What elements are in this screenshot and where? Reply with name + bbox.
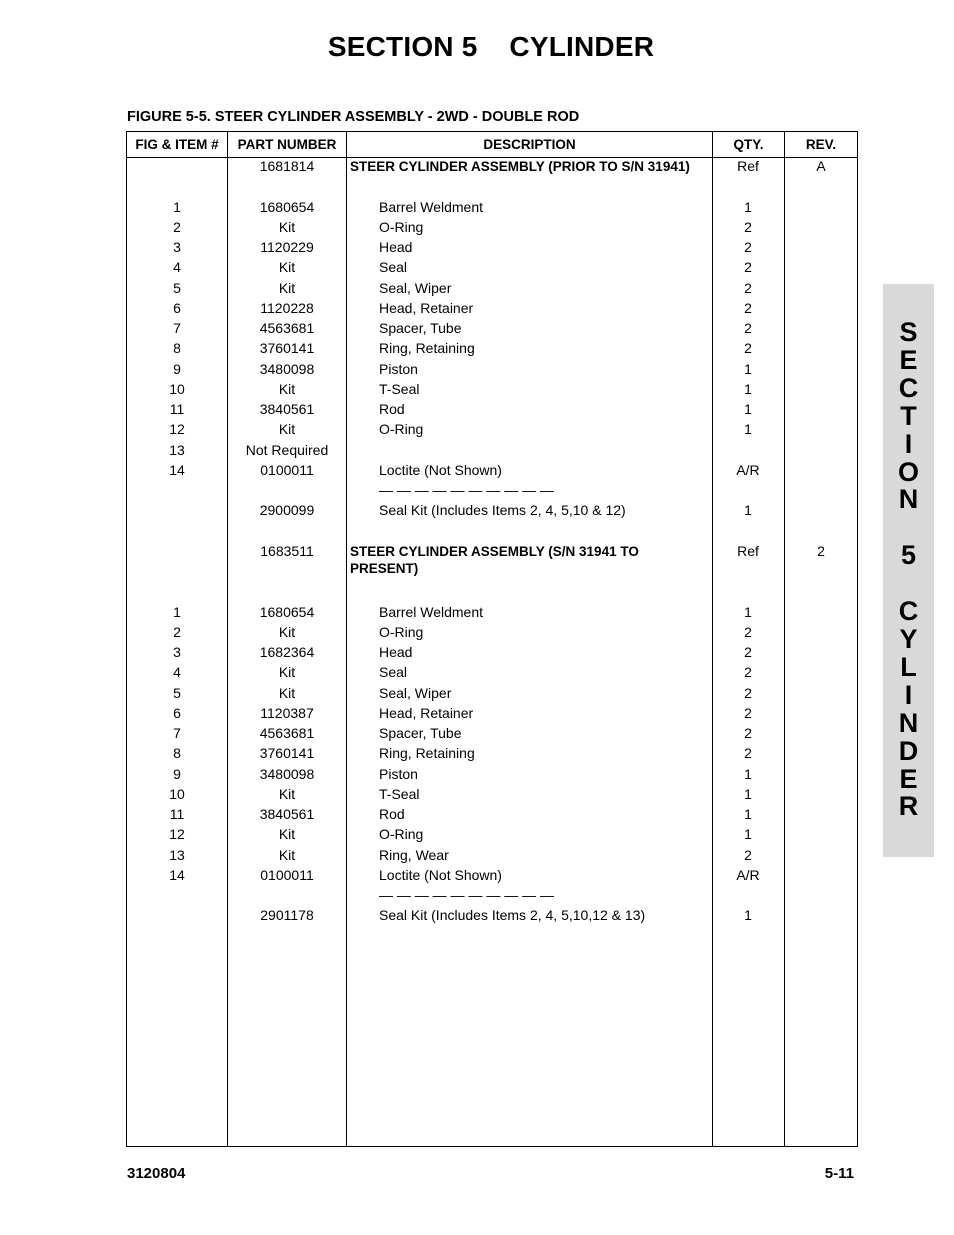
description-cell: Head, Retainer — [379, 299, 474, 316]
qty-cell: 2 — [744, 259, 752, 276]
description-cell: T-Seal — [379, 785, 420, 802]
fig-item-cell: 14 — [169, 866, 185, 883]
description-cell: Seal — [379, 259, 408, 276]
part-number-cell: 4563681 — [259, 725, 315, 741]
fig-item-cell: 9 — [173, 360, 181, 377]
table-row — [127, 442, 857, 462]
part-number-cell: 1120229 — [260, 239, 314, 255]
table-row — [127, 462, 857, 482]
description-cell: Ring, Retaining — [379, 340, 475, 357]
description-cell: Head, Retainer — [379, 704, 474, 721]
table-row — [127, 786, 857, 806]
part-number-cell: 1680654 — [259, 603, 315, 620]
qty-cell: 1 — [744, 603, 752, 620]
table-row — [127, 543, 857, 584]
table-row — [127, 199, 857, 219]
table-row — [127, 624, 857, 644]
part-number-cell: Kit — [278, 846, 296, 863]
description-cell: Rod — [379, 806, 405, 822]
part-number-cell: 1681814 — [259, 158, 315, 174]
table-row — [127, 340, 857, 360]
qty-cell: Ref — [737, 542, 759, 559]
table-row — [127, 300, 857, 320]
table-row — [127, 239, 857, 259]
qty-cell: 1 — [744, 785, 752, 802]
qty-cell: 2 — [744, 218, 752, 235]
qty-cell: 2 — [744, 704, 752, 721]
table-row — [127, 806, 857, 826]
description-cell: T-Seal — [379, 380, 420, 397]
fig-item-cell: 12 — [169, 421, 185, 438]
fig-item-cell: 6 — [173, 299, 181, 316]
table-row — [127, 523, 857, 543]
part-number-cell: 1120228 — [260, 299, 314, 316]
part-number-cell: Kit — [278, 785, 296, 802]
description-cell: Ring, Wear — [379, 846, 449, 863]
part-number-cell: Kit — [278, 664, 296, 681]
qty-cell: Ref — [737, 158, 759, 174]
description-cell: O-Ring — [379, 623, 424, 640]
table-row — [127, 725, 857, 745]
description-cell: STEER CYLINDER ASSEMBLY (PRIOR TO S/N 31941) — [350, 159, 690, 174]
qty-cell: 1 — [744, 401, 752, 417]
qty-cell: 2 — [744, 340, 752, 357]
part-number-cell: 3760141 — [259, 745, 315, 762]
table-header — [127, 132, 857, 158]
qty-cell: 2 — [744, 664, 752, 681]
part-number-cell: 0100011 — [260, 461, 314, 478]
table-row — [127, 847, 857, 867]
header-rev: REV. — [805, 137, 837, 152]
table-row — [127, 826, 857, 846]
qty-cell: 2 — [744, 320, 752, 336]
part-number-cell: Kit — [278, 421, 296, 438]
table-row — [127, 887, 857, 907]
description-cell: — — — — — — — — — — — [379, 887, 555, 903]
part-number-cell: 1682364 — [259, 644, 315, 660]
fig-item-cell: 1 — [173, 198, 181, 215]
header-description: DESCRIPTION — [483, 137, 576, 152]
document-number: 3120804 — [127, 1165, 186, 1182]
fig-item-cell: 13 — [169, 846, 185, 863]
fig-item-cell: 7 — [173, 725, 181, 741]
description-cell: O-Ring — [379, 421, 424, 438]
fig-item-cell: 8 — [173, 340, 181, 357]
qty-cell: 1 — [744, 907, 752, 924]
qty-cell: 1 — [744, 765, 752, 782]
part-number-cell: 1120387 — [260, 704, 314, 721]
fig-item-cell: 8 — [173, 745, 181, 762]
fig-item-cell: 9 — [173, 765, 181, 782]
fig-item-cell: 12 — [169, 826, 185, 843]
part-number-cell: 3840561 — [259, 401, 315, 417]
description-cell: Loctite (Not Shown) — [379, 461, 502, 478]
table-row — [127, 320, 857, 340]
qty-cell: 1 — [744, 380, 752, 397]
fig-item-cell: 3 — [173, 239, 181, 255]
qty-cell: 2 — [744, 745, 752, 762]
description-cell: Seal, Wiper — [379, 684, 452, 701]
table-row — [127, 907, 857, 927]
table-row — [127, 502, 857, 522]
description-cell: Barrel Weldment — [379, 198, 484, 215]
qty-cell: 2 — [744, 623, 752, 640]
qty-cell: A/R — [736, 461, 760, 478]
figure-title: FIGURE 5-5. STEER CYLINDER ASSEMBLY - 2WD - DOUBLE ROD — [127, 109, 580, 125]
part-number-cell: 3840561 — [259, 806, 315, 822]
table-row — [127, 766, 857, 786]
description-cell: Head — [379, 644, 413, 660]
fig-item-cell: 11 — [169, 401, 185, 417]
table-row — [127, 482, 857, 502]
fig-item-cell: 1 — [173, 603, 181, 620]
description-cell: Piston — [379, 765, 418, 782]
table-row — [127, 604, 857, 624]
fig-item-cell: 14 — [169, 461, 185, 478]
part-number-cell: 3760141 — [259, 340, 315, 357]
part-number-cell: 1680654 — [259, 198, 315, 215]
part-number-cell: 0100011 — [260, 866, 314, 883]
part-number-cell: Kit — [278, 623, 296, 640]
description-cell: Loctite (Not Shown) — [379, 866, 502, 883]
page-title: SECTION 5 CYLINDER — [327, 31, 655, 62]
part-number-cell: 3480098 — [259, 360, 315, 377]
qty-cell: 1 — [744, 198, 752, 215]
qty-cell: A/R — [736, 866, 760, 883]
header-fig-item: FIG & ITEM # — [135, 137, 219, 152]
fig-item-cell: 7 — [173, 320, 181, 336]
description-cell: STEER CYLINDER ASSEMBLY (S/N 31941 TO PRESENT) — [350, 543, 639, 576]
qty-cell: 2 — [744, 279, 752, 296]
fig-item-cell: 3 — [173, 644, 181, 660]
description-cell: O-Ring — [379, 218, 424, 235]
table-row — [127, 178, 857, 198]
description-cell: Seal — [379, 664, 408, 681]
description-cell: Seal Kit (Includes Items 2, 4, 5,10,12 & 13) — [379, 907, 646, 924]
rev-cell: 2 — [817, 542, 825, 559]
fig-item-cell: 6 — [173, 704, 181, 721]
section-side-tab — [883, 284, 934, 857]
qty-cell: 2 — [744, 299, 752, 316]
part-number-cell: Kit — [278, 380, 296, 397]
fig-item-cell: 4 — [173, 664, 181, 681]
part-number-cell: Kit — [278, 218, 296, 235]
qty-cell: 2 — [744, 684, 752, 701]
qty-cell: 2 — [744, 239, 752, 255]
fig-item-cell: 4 — [173, 259, 181, 276]
fig-item-cell: 10 — [169, 785, 185, 802]
page-number: 5-11 — [824, 1165, 854, 1182]
part-number-cell: 2901178 — [260, 907, 314, 924]
qty-cell: 1 — [744, 502, 752, 519]
description-cell: Barrel Weldment — [379, 603, 484, 620]
table-row — [127, 259, 857, 279]
table-row — [127, 381, 857, 401]
part-number-cell: 1683511 — [260, 542, 314, 559]
part-number-cell: Not Required — [245, 441, 329, 458]
fig-item-cell: 2 — [173, 623, 181, 640]
table-row — [127, 685, 857, 705]
qty-cell: 1 — [744, 826, 752, 843]
table-row — [127, 361, 857, 381]
table-row — [127, 401, 857, 421]
table-body — [127, 158, 857, 928]
table-row — [127, 280, 857, 300]
description-cell: Rod — [379, 401, 405, 417]
fig-item-cell: 5 — [173, 684, 181, 701]
table-row — [127, 705, 857, 725]
qty-cell: 1 — [744, 806, 752, 822]
part-number-cell: Kit — [278, 259, 296, 276]
qty-cell: 2 — [744, 846, 752, 863]
description-cell: Spacer, Tube — [379, 320, 462, 336]
part-number-cell: Kit — [278, 684, 296, 701]
table-row — [127, 583, 857, 603]
description-cell: Spacer, Tube — [379, 725, 462, 741]
part-number-cell: 4563681 — [259, 320, 315, 336]
fig-item-cell: 10 — [169, 380, 185, 397]
table-row — [127, 745, 857, 765]
table-row — [127, 867, 857, 887]
fig-item-cell: 5 — [173, 279, 181, 296]
parts-table — [126, 131, 858, 1147]
part-number-cell: 2900099 — [259, 502, 315, 519]
table-row — [127, 219, 857, 239]
description-cell: Ring, Retaining — [379, 745, 475, 762]
table-row — [127, 644, 857, 664]
qty-cell: 1 — [744, 360, 752, 377]
header-part-number: PART NUMBER — [237, 137, 337, 152]
part-number-cell: 3480098 — [259, 765, 315, 782]
table-row — [127, 158, 857, 178]
table-row — [127, 421, 857, 441]
header-qty: QTY. — [733, 137, 764, 152]
part-number-cell: Kit — [278, 826, 296, 843]
description-cell: Piston — [379, 360, 418, 377]
qty-cell: 2 — [744, 725, 752, 741]
description-cell: Head — [379, 239, 413, 255]
table-row — [127, 664, 857, 684]
description-cell: Seal Kit (Includes Items 2, 4, 5,10 & 12) — [379, 502, 626, 519]
description-cell: O-Ring — [379, 826, 424, 843]
rev-cell: A — [816, 158, 826, 174]
fig-item-cell: 13 — [169, 441, 185, 458]
fig-item-cell: 11 — [169, 806, 185, 822]
description-cell: — — — — — — — — — — — [379, 482, 555, 498]
qty-cell: 2 — [744, 644, 752, 660]
side-tab-label: S E C T I O N 5 C Y L I N D E R — [897, 317, 919, 822]
qty-cell: 1 — [744, 421, 752, 438]
description-cell: Seal, Wiper — [379, 279, 452, 296]
fig-item-cell: 2 — [173, 218, 181, 235]
part-number-cell: Kit — [278, 279, 296, 296]
